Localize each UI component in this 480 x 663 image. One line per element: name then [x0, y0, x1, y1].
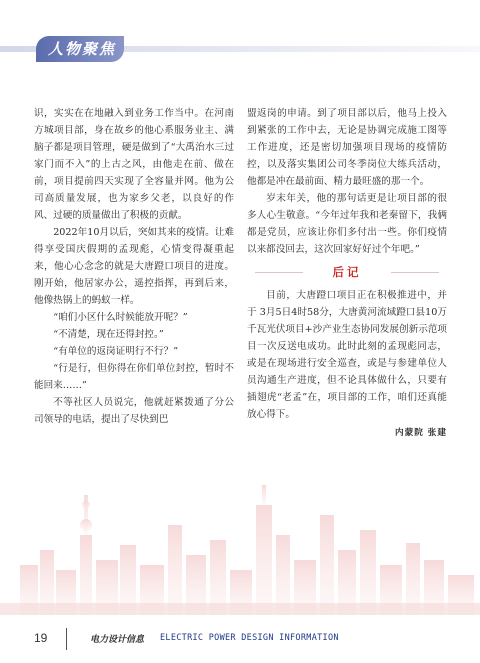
paragraph: 不等社区人员说完，他就赶紧拨通了分公司领导的电话，提出了尽快到巴 [34, 397, 234, 425]
paragraph: 盟返岗的申请。到了项目部以后，他马上投入到紧张的工作中去，无论是协调完成施工图等工作进度，还是密切加强项目现场的疫情防控，以及落实集团公司冬季岗位大练兵活动，他都是冲在最前面、精力最旺盛的那一个。 [247, 108, 447, 187]
section-tab [36, 36, 124, 62]
right-column-top [247, 105, 447, 258]
magazine-name-en: ELECTRIC POWER DESIGN INFORMATION [160, 633, 339, 643]
paragraph: “不清楚，现在还得封控。” [53, 329, 164, 340]
paragraph: “咱们小区什么时候能放开呢？” [53, 312, 188, 323]
page-footer [0, 615, 480, 663]
paragraph: 2022年10月以后，突如其来的疫情。让难得享受国庆假期的孟现彪，心情变得凝重起来，他心心念念的就是大唐蹬口项目的进度。刚开始，他居家办公，遥控指挥，再到后来，他像热锅上的蚂蚁一样。 [34, 227, 234, 306]
afterword-heading: 后记 [247, 264, 447, 281]
section-header [0, 36, 480, 62]
right-column [247, 105, 447, 442]
magazine-name-cn: 电力设计信息 [90, 635, 145, 645]
author-byline: 内蒙院 张建 [395, 428, 447, 438]
paragraph: 目前，大唐蹬口项目正在积极推进中，并于 3月5日4时58分，大唐黄河流域蹬口县10万千瓦光伏项目+沙产业生态协同发展创新示范项目一次反送电成功。此时此刻的孟现彪同志，或是在现场进行安全巡查，或是与参建单位人员沟通生产进度，但不论具体做什么，只要有插翅虎“老孟”在，项目部的工作，咱们还真能放心得下。 [247, 290, 447, 420]
paragraph: 识，实实在在地融入到业务工作当中。在河南方城项目部，身在故乡的他心系服务业主、满脑子都是项目管理，硬是做到了“大禹治水三过家门而不入”的上古之风，由他走在前、做在前，项目提前四天实现了全容量并网。他为公司高质量发展，也为家乡父老，以良好的作风、过硬的质量做出了积极的贡献。 [34, 108, 234, 221]
section-title: 人物聚焦 [48, 40, 117, 58]
left-column [34, 105, 234, 428]
city-skyline-illustration [0, 465, 480, 615]
paragraph: “有单位的返岗证明行不行？” [53, 346, 179, 357]
page-number: 19 [34, 631, 48, 645]
paragraph: 岁末年关，他的那句话更是让项目部的很多人心生敬意。“今年过年我和老秦留下，我俩都是党员，应该让你们多付出一些。你们疫情以来都没回去，这次回家好好过个年吧。” [247, 193, 447, 255]
right-column-bottom [247, 287, 447, 423]
footer-divider [66, 628, 67, 650]
paragraph: “行是行，但你得在你们单位封控，暂时不能回来……” [34, 363, 234, 391]
